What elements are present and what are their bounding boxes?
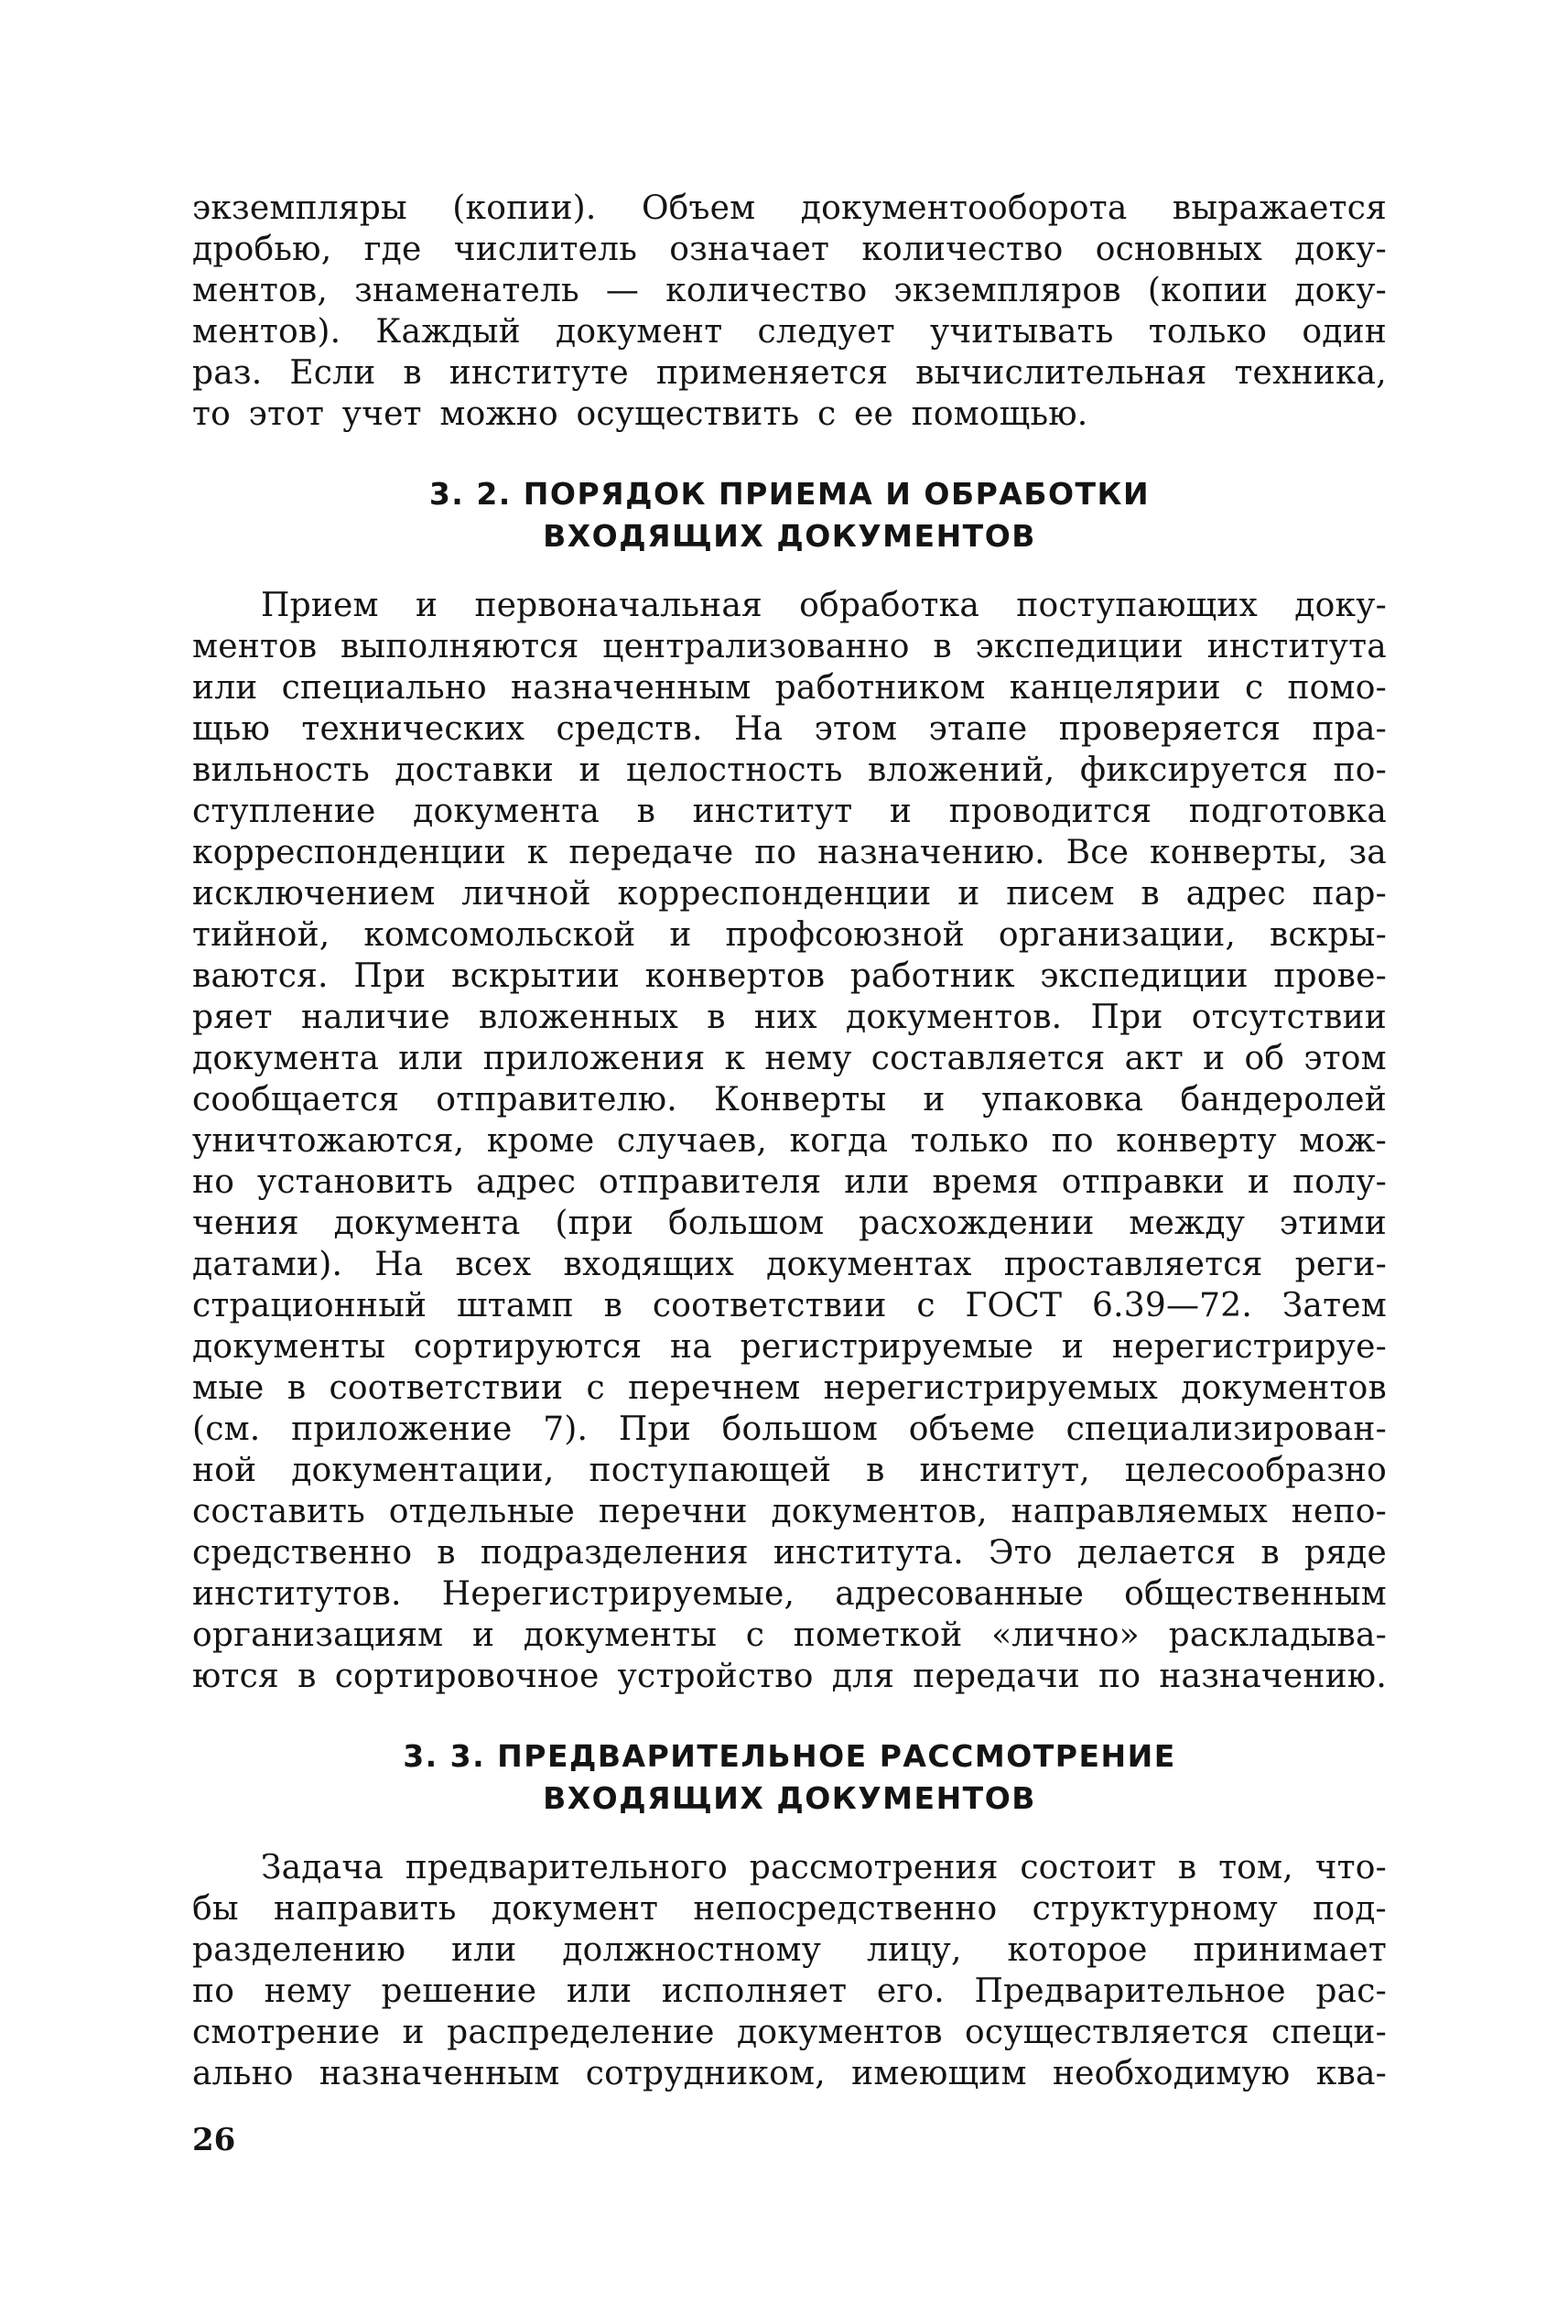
text-line: (см. приложение 7). При большом объеме специализирован- xyxy=(192,1411,1387,1448)
text-line: ально назначенным сотрудником, имеющим необходимую ква- xyxy=(192,2055,1387,2092)
heading-line: ВХОДЯЩИХ ДОКУМЕНТОВ xyxy=(543,1780,1036,1816)
text-line: Задача предварительного рассмотрения состоит в том, что- xyxy=(261,1849,1387,1886)
text-line: мые в соответствии с перечнем нерегистрируемых документов xyxy=(192,1369,1387,1407)
page-number: 26 xyxy=(192,2122,236,2158)
heading-line: ВХОДЯЩИХ ДОКУМЕНТОВ xyxy=(543,518,1036,554)
text-line: средственно в подразделения института. Это делается в ряде xyxy=(192,1534,1387,1572)
text-line: датами). На всех входящих документах проставляется реги- xyxy=(192,1246,1387,1283)
text-line: ряет наличие вложенных в них документов. При отсутствии xyxy=(192,999,1387,1036)
text-line: ментов, знаменатель — количество экземпляров (копии доку- xyxy=(192,272,1387,309)
text-line: по нему решение или исполняет его. Предварительное рас- xyxy=(192,1973,1387,2010)
text-line: сообщается отправителю. Конверты и упаковка бандеролей xyxy=(192,1081,1387,1119)
text-line: составить отдельные перечни документов, направляемых непо- xyxy=(192,1493,1387,1530)
section-3-2-heading xyxy=(192,473,1387,557)
text-line: страционный штамп в соответствии с ГОСТ 6.39—72. Затем xyxy=(192,1287,1387,1324)
text-line: организациям и документы с пометкой «лично» раскладыва- xyxy=(192,1616,1387,1654)
text-line: уничтожаются, кроме случаев, когда только по конверту мож- xyxy=(192,1122,1387,1160)
text-line: ментов выполняются централизованно в экспедиции института xyxy=(192,628,1387,665)
text-line: документа или приложения к нему составляется акт и об этом xyxy=(192,1040,1387,1077)
text-line: бы направить документ непосредственно структурному под- xyxy=(192,1890,1387,1928)
heading-line: 3. 3. ПРЕДВАРИТЕЛЬНОЕ РАССМОТРЕНИЕ xyxy=(403,1738,1176,1774)
text-line: ступление документа в институт и проводится подготовка xyxy=(192,793,1387,830)
text-line: чения документа (при большом расхождении между этими xyxy=(192,1205,1387,1242)
text-line: Прием и первоначальная обработка поступающих доку- xyxy=(261,587,1387,624)
section-3-3-paragraph xyxy=(192,1847,1387,2094)
text-line: разделению или должностному лицу, которое принимает xyxy=(192,1931,1387,1969)
text-line: раз. Если в институте применяется вычислительная техника, xyxy=(192,354,1387,392)
text-line: ваются. При вскрытии конвертов работник экспедиции прове- xyxy=(192,957,1387,995)
text-line: вильность доставки и целостность вложений, фиксируется по- xyxy=(192,751,1387,789)
text-line: но установить адрес отправителя или время отправки и полу- xyxy=(192,1163,1387,1201)
text-line: тийной, комсомольской и профсоюзной организации, вскры- xyxy=(192,916,1387,954)
section-3-3-heading xyxy=(192,1735,1387,1820)
text-line: дробью, где числитель означает количество основных доку- xyxy=(192,231,1387,268)
text-line: документы сортируются на регистрируемые и нерегистрируе- xyxy=(192,1328,1387,1366)
text-line: корреспонденции к передаче по назначению. Все конверты, за xyxy=(192,834,1387,871)
text-line: смотрение и распределение документов осуществляется специ- xyxy=(192,2014,1387,2051)
section-3-2-paragraph xyxy=(192,585,1387,1697)
text-line: щью технических средств. На этом этапе проверяется пра- xyxy=(192,710,1387,748)
text-line: или специально назначенным работником канцелярии с помо- xyxy=(192,669,1387,707)
text-line: исключением личной корреспонденции и писем в адрес пар- xyxy=(192,875,1387,913)
intro-paragraph xyxy=(192,188,1387,435)
text-line: то этот учет можно осуществить с ее помощью. xyxy=(192,395,1088,433)
text-line: ной документации, поступающей в институт, целесообразно xyxy=(192,1452,1387,1489)
text-line: ются в сортировочное устройство для передачи по назначению. xyxy=(192,1658,1387,1695)
text-line: ментов). Каждый документ следует учитывать только один xyxy=(192,313,1387,351)
text-line: институтов. Нерегистрируемые, адресованные общественным xyxy=(192,1575,1387,1613)
page-body xyxy=(192,188,1387,2094)
text-line: экземпляры (копии). Объем документооборота выражается xyxy=(192,189,1387,227)
heading-line: 3. 2. ПОРЯДОК ПРИЕМА И ОБРАБОТКИ xyxy=(428,476,1151,512)
